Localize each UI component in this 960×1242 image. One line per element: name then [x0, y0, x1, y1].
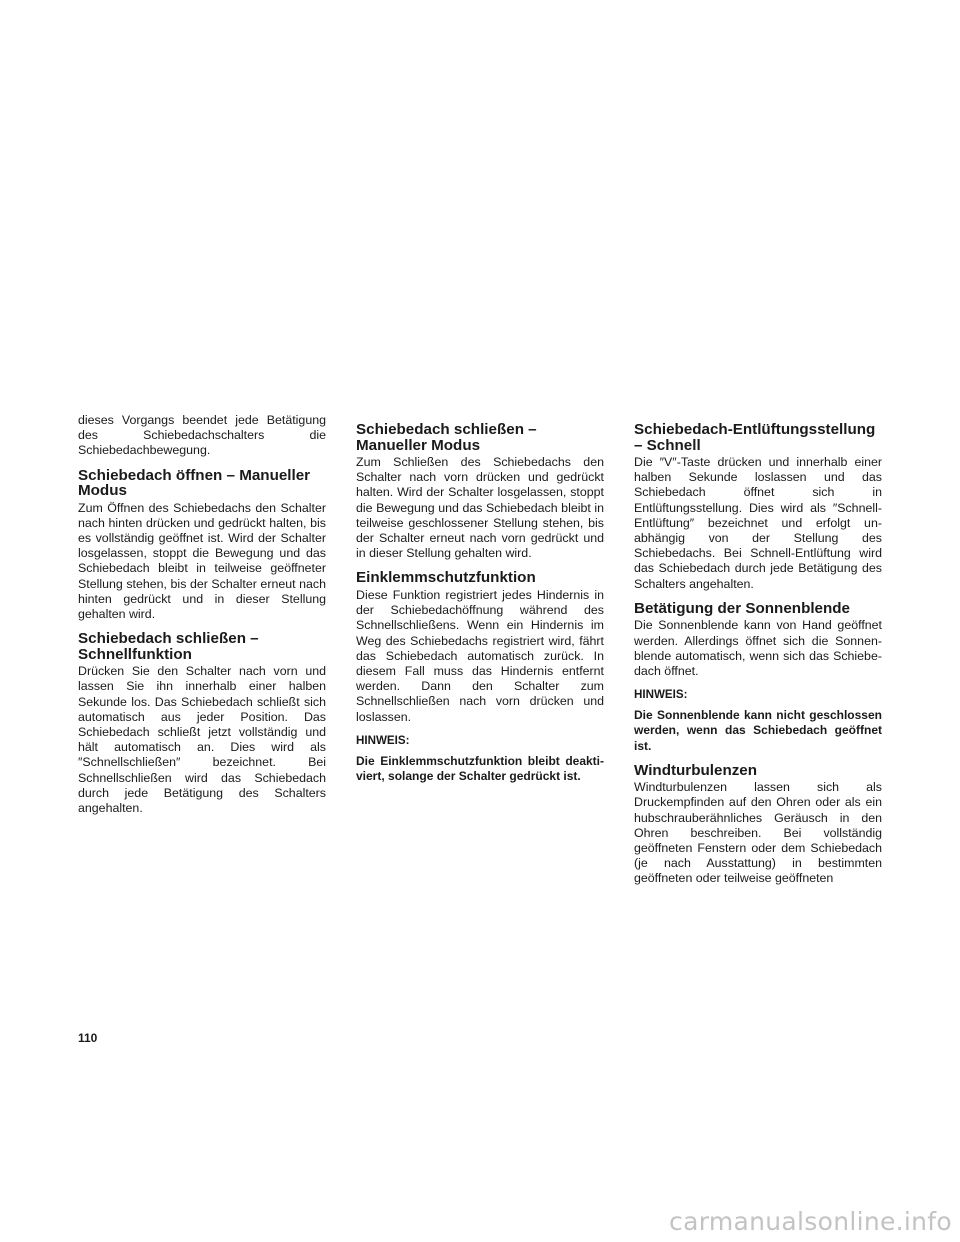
note-text: Die Einklemmschutzfunktion bleibt deaktiviert, solange der Schalter gedrückt ist. — [356, 753, 604, 783]
heading-close-manual: Schiebedach schließen – Manueller Modus — [356, 421, 537, 454]
paragraph-sunshade: Die Sonnenblende kann von Hand geöffnet werden. Allerdings öffnet sich die Sonnenblende automatisch, wenn sich das Schiebedach öffnet. — [634, 618, 882, 678]
paragraph-close-quick: Drücken Sie den Schalter nach vorn und lassen Sie ihn innerhalb einer halben Sekunde los. Das Schiebedach schließt sich automatisch aus jeder Position. Das Schiebedach schließt jetzt vollständig und hält automatisch an. Dies wird als ″Schnellschließen″ bezeichnet. Bei Schnellschließen wird das Schiebedach durch jede Betätigung des Schalters angehalten. — [78, 664, 326, 816]
heading-open-manual: Schiebedach öffnen – Manueller Modus — [78, 466, 311, 500]
paragraph-close-manual: Zum Schließen des Schiebedachs den Schalter nach vorn drücken und gedrückt halten. Wird der Schalter losgelassen, stoppt die Bewegung und das Schiebedach bleibt in teilweise geschlossener Stellung stehen, bis der Schalter erneut nach vorn gedrückt und in dieser Stellung gehalten wird. — [356, 455, 604, 561]
note-text: Die Sonnenblende kann nicht geschlossen werden, wenn das Schiebedach geöffnet ist. — [634, 708, 882, 753]
paragraph-vent-quick: Die ″V″-Taste drücken und innerhalb einer halben Sekunde loslassen und das Schiebedach öffnet sich in Entlüftungsstellung. Dies wird als ″Schnell-Entlüftung″ bezeichnet und erfolgt unabhängig von der Stellung des Schiebedachs. Bei Schnell-Entlüftung wird das Schiebedach durch jede Betätigung des Schalters angehalten. — [634, 455, 882, 591]
intro-paragraph: dieses Vorgangs beendet jede Betätigung des Schiebedachschalters die Schiebedachbewegung. — [78, 413, 326, 458]
heading-wind-buffeting: Windturbulenzen — [634, 761, 758, 779]
paragraph-pinch-protection: Diese Funktion registriert jedes Hindernis in der Schiebedachöffnung während des Schnellschließens. Wenn ein Hindernis im Weg des Schiebedachs registriert wird, fährt das Schiebedach automatisch zurück. In diesem Fall muss das Hindernis entfernt werden. Dann den Schalter zum Schnellschließen nach vorn drücken und loslassen. — [356, 587, 604, 724]
note-label: HINWEIS: — [356, 733, 410, 747]
text-column-3 — [634, 413, 882, 887]
heading-pinch-protection: Einklemmschutzfunktion — [356, 569, 536, 587]
text-column-1 — [78, 413, 326, 816]
watermark-text: carmanualsonline.info — [669, 1207, 952, 1236]
paragraph-wind-buffeting: Windturbulenzen lassen sich als Druckempfinden auf den Ohren oder als ein hubschrauberähnliches Geräusch in den Ohren beschreiben. Bei vollständig geöffneten Fenstern oder dem Schiebedach (je nach Ausstattung) in bestimmten geöffneten oder teilweise geöffneten — [634, 780, 882, 886]
heading-sunshade: Betätigung der Sonnenblende — [634, 599, 851, 617]
text-column-2 — [356, 413, 604, 784]
heading-close-quick: Schiebedach schließen – Schnellfunktion — [78, 630, 259, 663]
page-number: 110 — [78, 1031, 98, 1045]
paragraph-open-manual: Zum Öffnen des Schiebedachs den Schalter nach hinten drücken und gedrückt halten, bis es vollständig geöffnet ist. Wird der Schalter losgelassen, stoppt die Bewegung und das Schiebedach bleibt in teilweise geöffneter Stellung stehen, bis der Schalter erneut nach hinten gedrückt und in dieser Stellung gehalten wird. — [78, 500, 326, 622]
note-label: HINWEIS: — [634, 688, 688, 702]
heading-vent-quick: Schiebedach-Entlüftungsstellung – Schnell — [634, 421, 876, 454]
